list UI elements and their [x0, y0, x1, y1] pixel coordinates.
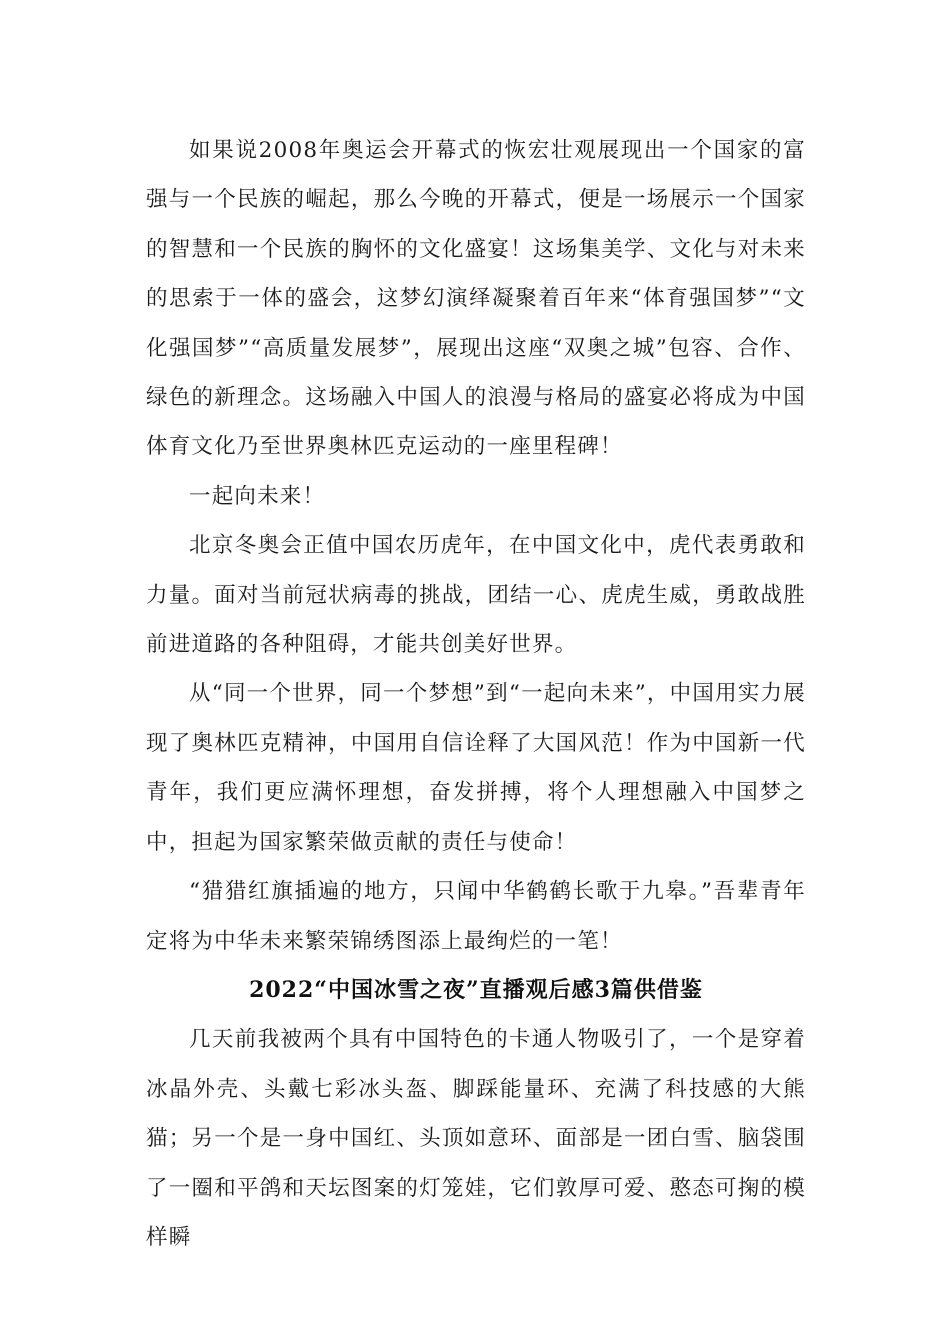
paragraph-cartoon-mascots: 几天前我被两个具有中国特色的卡通人物吸引了，一个是穿着冰晶外壳、头戴七彩冰头盔、脚踩能量环、充满了科技感的大熊猫；另一个是一身中国红、头顶如意环、面部是一团白雪、脑袋围了一圈和平鸽和天坛图案的灯笼娃，它们敦厚可爱、憨态可掬的模样瞬 [146, 1027, 806, 1250]
paragraph-together-future: 一起向未来！ [189, 483, 326, 509]
paragraph-one-world-one-dream: 从“同一个世界，同一个梦想”到“一起向未来”，中国用实力展现了奥林匹克精神，中国用自信诠释了大国风范！作为中国新一代青年，我们更应满怀理想，奋发拼搏，将个人理想融入中国梦之中，担起为国家繁荣做贡献的责任与使命！ [146, 681, 806, 855]
paragraph-red-flags: “猎猎红旗插遍的地方，只闻中华鹤鹤长歌于九皋。”吾辈青年定将为中华未来繁荣锦绣图添上最绚烂的一笔！ [146, 879, 806, 954]
paragraph-opening-ceremony: 如果说2008年奥运会开幕式的恢宏壮观展现出一个国家的富强与一个民族的崛起，那么今晚的开幕式，便是一场展示一个国家的智慧和一个民族的胸怀的文化盛宴！这场集美学、文化与对未来的思索于一体的盛会，这梦幻演绎凝聚着百年来“体育强国梦”“文化强国梦”“高质量发展梦”，展现出这座“双奥之城”包容、合作、绿色的新理念。这场融入中国人的浪漫与格局的盛宴必将成为中国体育文化乃至世界奥林匹克运动的一座里程碑！ [146, 138, 806, 460]
section-heading: 2022“中国冰雪之夜”直播观后感3篇供借鉴 [249, 976, 703, 1003]
document-body [146, 126, 806, 1262]
paragraph-year-of-tiger: 北京冬奥会正值中国农历虎年，在中国文化中，虎代表勇敢和力量。面对当前冠状病毒的挑战，团结一心、虎虎生威，勇敢战胜前进道路的各种阻碍，才能共创美好世界。 [146, 533, 806, 658]
